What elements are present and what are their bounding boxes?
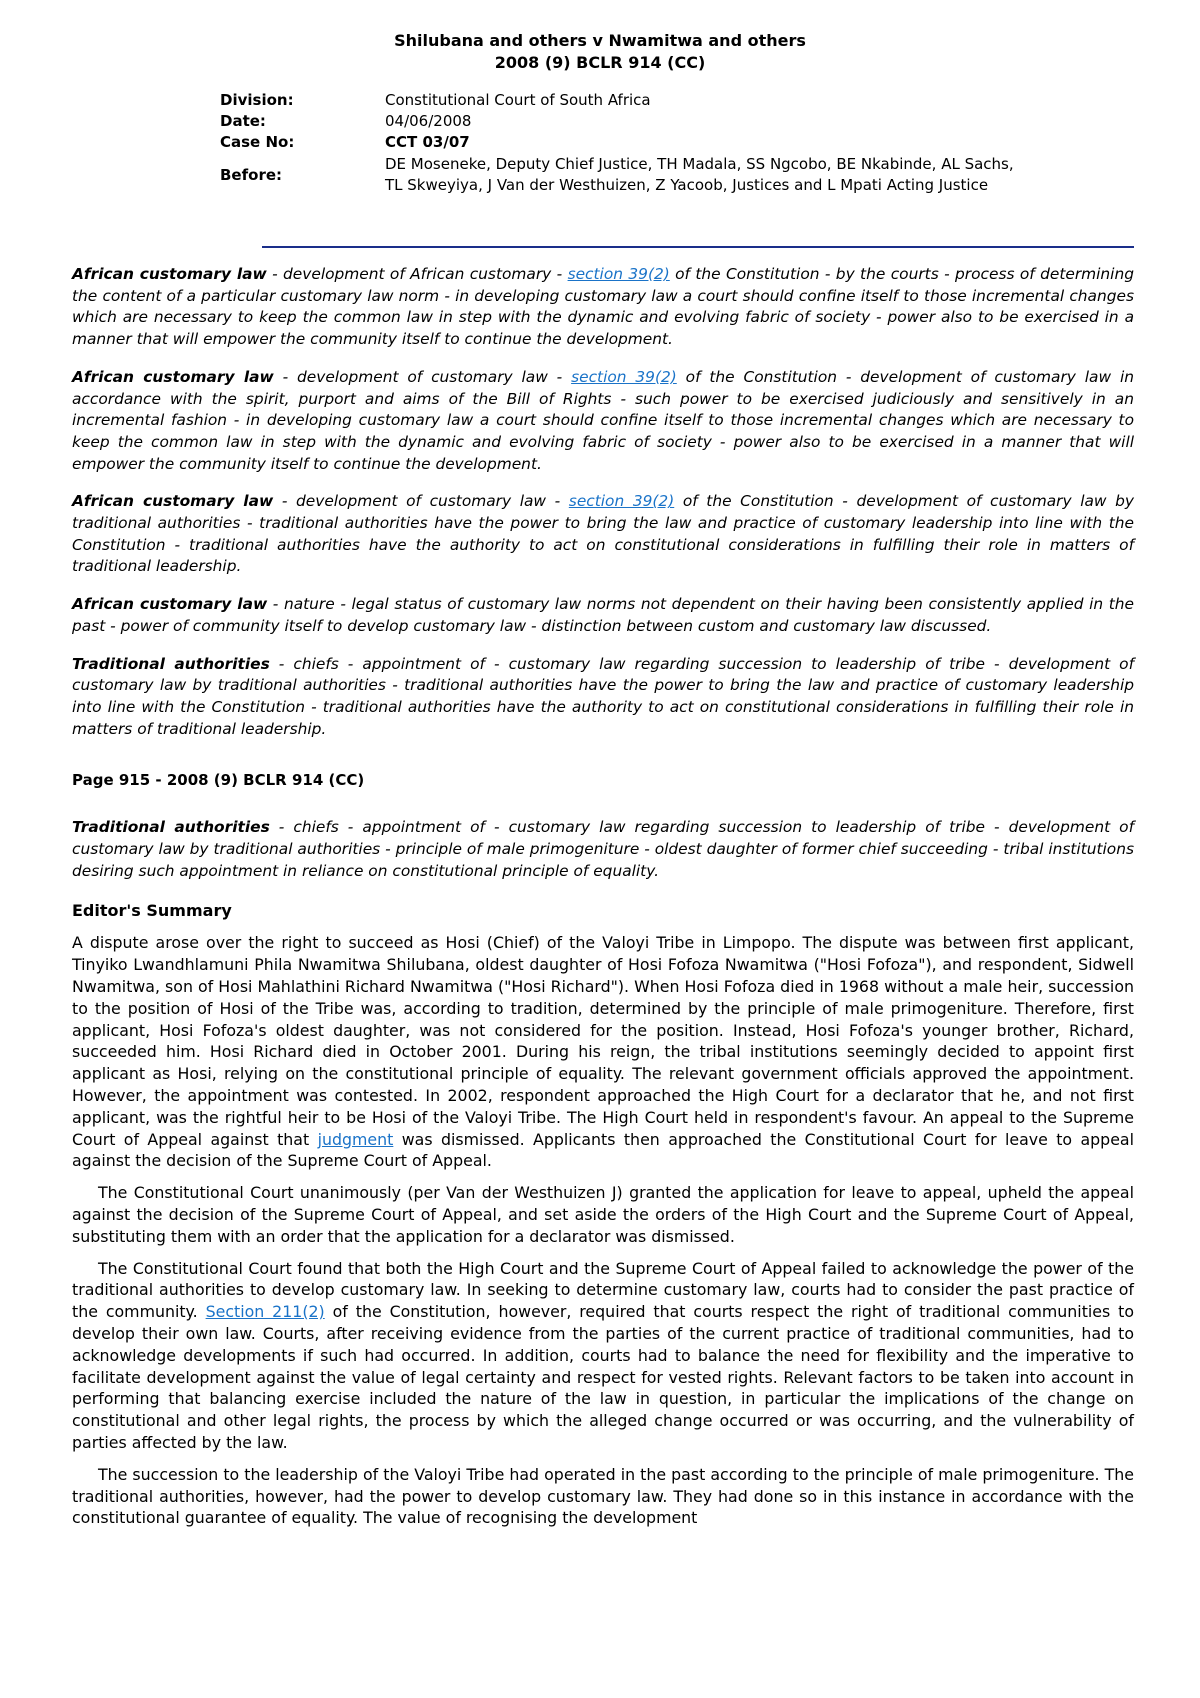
keyword-text: - chiefs - appointment of - customary law regarding succession to leadership of tribe - development of customary law by traditional authorities - traditional authorities have the power to bring the law and practice of customary leadership into line with the Constitution - traditional authorities have the authority to act on constitutional considerations in fulfilling their role in matters of traditional leadership. xyxy=(72,654,1134,738)
paragraph-text: of the Constitution, however, required that courts respect the right of traditional communities to develop their own law. Courts, after receiving evidence from the parties of the current practice of traditional communities, had to acknowledge developments if such had occurred. In addition, courts had to balance the need for flexibility and the imperative to facilitate development against the value of legal certainty and respect for vested rights. Relevant factors to be taken into account in performing that balancing exercise included the nature of the law in question, in particular the implications of the change on constitutional and other legal rights, the process by which the alleged change occurred or was occurring, and the vulnerability of parties affected by the law. xyxy=(72,1302,1134,1452)
judgment-link[interactable]: judgment xyxy=(317,1129,394,1149)
case-citation: 2008 (9) BCLR 914 (CC) xyxy=(494,53,706,72)
keyword-entry xyxy=(72,817,1134,882)
page-reference: Page 915 - 2008 (9) BCLR 914 (CC) xyxy=(72,771,365,790)
keyword-text: - development of African customary - xyxy=(266,265,568,283)
summary-paragraph: The succession to the leadership of the Valoyi Tribe had operated in the past according to the principle of male primogeniture. The traditional authorities, however, had the power to develop customary law. They had done so in this instance in accordance with the constitutional guarantee of equality. The value of recognising the development xyxy=(72,1464,1134,1528)
case-no-value: CCT 03/07 xyxy=(385,133,470,151)
before-value: DE Moseneke, Deputy Chief Justice, TH Madala, SS Ngcobo, BE Nkabinde, AL Sachs, TL Skweyiya, J Van der Westhuizen, Z Yacoob, Justices and L Mpati Acting Justice xyxy=(385,155,1014,194)
keyword-entry xyxy=(72,594,1134,637)
before-row xyxy=(220,154,1020,196)
case-no-label: Case No: xyxy=(220,133,295,151)
document-body xyxy=(72,264,1134,1539)
section-link[interactable]: section 39(2) xyxy=(568,492,675,511)
keyword-entry xyxy=(72,264,1134,351)
keyword-term: Traditional authorities xyxy=(72,654,270,673)
keyword-text: of the Constitution - development of customary law in accordance with the spirit, purport and aims of the Bill of Rights - such power to be exercised judiciously and sensitively in an incremental fashion - in developing customary law a court should confine itself to those incremental changes which are necessary to keep the common law in step with the dynamic and evolving fabric of society - power also to be exercised in a manner that will empower the community itself to continue the development. xyxy=(72,367,1134,473)
case-metadata xyxy=(220,90,1020,196)
case-title: Shilubana and others v Nwamitwa and others xyxy=(394,31,806,50)
section-link[interactable]: Section 211(2) xyxy=(205,1302,325,1322)
date-label: Date: xyxy=(220,112,266,130)
summary-paragraph xyxy=(72,932,1134,1172)
keyword-term: African customary law xyxy=(72,367,274,386)
header-divider xyxy=(262,246,1134,248)
editors-summary-heading: Editor's Summary xyxy=(72,901,232,921)
keyword-entry xyxy=(72,491,1134,578)
paragraph-text: was dismissed. Applicants then approached the Constitutional Court for leave to appeal against the decision of the Supreme Court of Appeal. xyxy=(72,1129,1134,1171)
keyword-term: Traditional authorities xyxy=(72,818,270,837)
division-label: Division: xyxy=(220,91,294,109)
paragraph-text: A dispute arose over the right to succeed as Hosi (Chief) of the Valoyi Tribe in Limpopo. The dispute was between first applicant, Tinyiko Lwandhlamuni Phila Nwamitwa Shilubana, oldest daughter of Hosi Fofoza Nwamitwa ("Hosi Fofoza"), and respondent, Sidwell Nwamitwa, son of Hosi Mahlathini Richard Nwamitwa ("Hosi Richard"). When Hosi Fofoza died in 1968 without a male heir, succession to the position of Hosi of the Tribe was, according to tradition, determined by the principle of male primogeniture. Therefore, first applicant, Hosi Fofoza's oldest daughter, was not considered for the position. Instead, Hosi Fofoza's younger brother, Richard, succeeded him. Hosi Richard died in October 2001. During his reign, the tribal institutions seemingly decided to appoint first applicant as Hosi, relying on the constitutional principle of equality. The relevant government officials approved the appointment. However, the appointment was contested. In 2002, respondent approached the High Court for a declarator that he, and not first applicant, was the rightful heir to be Hosi of the Valoyi Tribe. The High Court held in respondent's favour. An appeal to the Supreme Court of Appeal against that xyxy=(72,933,1134,1149)
keyword-text: - nature - legal status of customary law norms not dependent on their having been consistently applied in the past - power of community itself to develop customary law - distinction between custom and customary law discussed. xyxy=(72,595,1134,635)
date-row xyxy=(220,111,1020,132)
section-link[interactable]: section 39(2) xyxy=(571,367,677,386)
division-row xyxy=(220,90,1020,111)
case-no-row xyxy=(220,132,1020,153)
keyword-text: - development of customary law - xyxy=(273,492,569,511)
keyword-term: African customary law xyxy=(72,492,274,511)
before-label: Before: xyxy=(220,165,283,184)
keyword-entry xyxy=(72,367,1134,476)
keyword-term: African customary law xyxy=(72,595,268,614)
case-header xyxy=(0,30,1200,74)
section-link[interactable]: section 39(2) xyxy=(567,265,670,283)
keyword-text: of the Constitution - development of customary law by traditional authorities - traditional authorities have the power to bring the law and practice of customary leadership into line with the Constitution - traditional authorities have the authority to act on constitutional considerations in fulfilling their role in matters of traditional leadership. xyxy=(72,492,1134,576)
keyword-text: - development of customary law - xyxy=(273,367,572,386)
keyword-text: - chiefs - appointment of - customary law regarding succession to leadership of tribe - development of customary law by traditional authorities - principle of male primogeniture - oldest daughter of former chief succeeding - tribal institutions desiring such appointment in reliance on constitutional principle of equality. xyxy=(72,818,1134,880)
summary-paragraph: The Constitutional Court unanimously (per Van der Westhuizen J) granted the application for leave to appeal, upheld the appeal against the decision of the Supreme Court of Appeal, and set aside the orders of the High Court and the Supreme Court of Appeal, substituting them with an order that the application for a declarator was dismissed. xyxy=(72,1183,1134,1246)
keyword-text: of the Constitution - by the courts - process of determining the content of a particular customary law norm - in developing customary law a court should confine itself to those incremental changes which are necessary to keep the common law in step with the dynamic and evolving fabric of society - power also to be exercised in a manner that will empower the community itself to continue the development. xyxy=(72,265,1134,349)
paragraph-text: The Constitutional Court found that both the High Court and the Supreme Court of Appeal failed to acknowledge the power of the traditional authorities to develop customary law. In seeking to determine customary law, courts had to consider the past practice of the community. xyxy=(72,1258,1134,1322)
summary-paragraph xyxy=(72,1258,1134,1454)
division-value: Constitutional Court of South Africa xyxy=(385,91,651,109)
keyword-term: African customary law xyxy=(72,265,267,283)
keyword-entry xyxy=(72,654,1134,741)
date-value: 04/06/2008 xyxy=(385,112,472,130)
